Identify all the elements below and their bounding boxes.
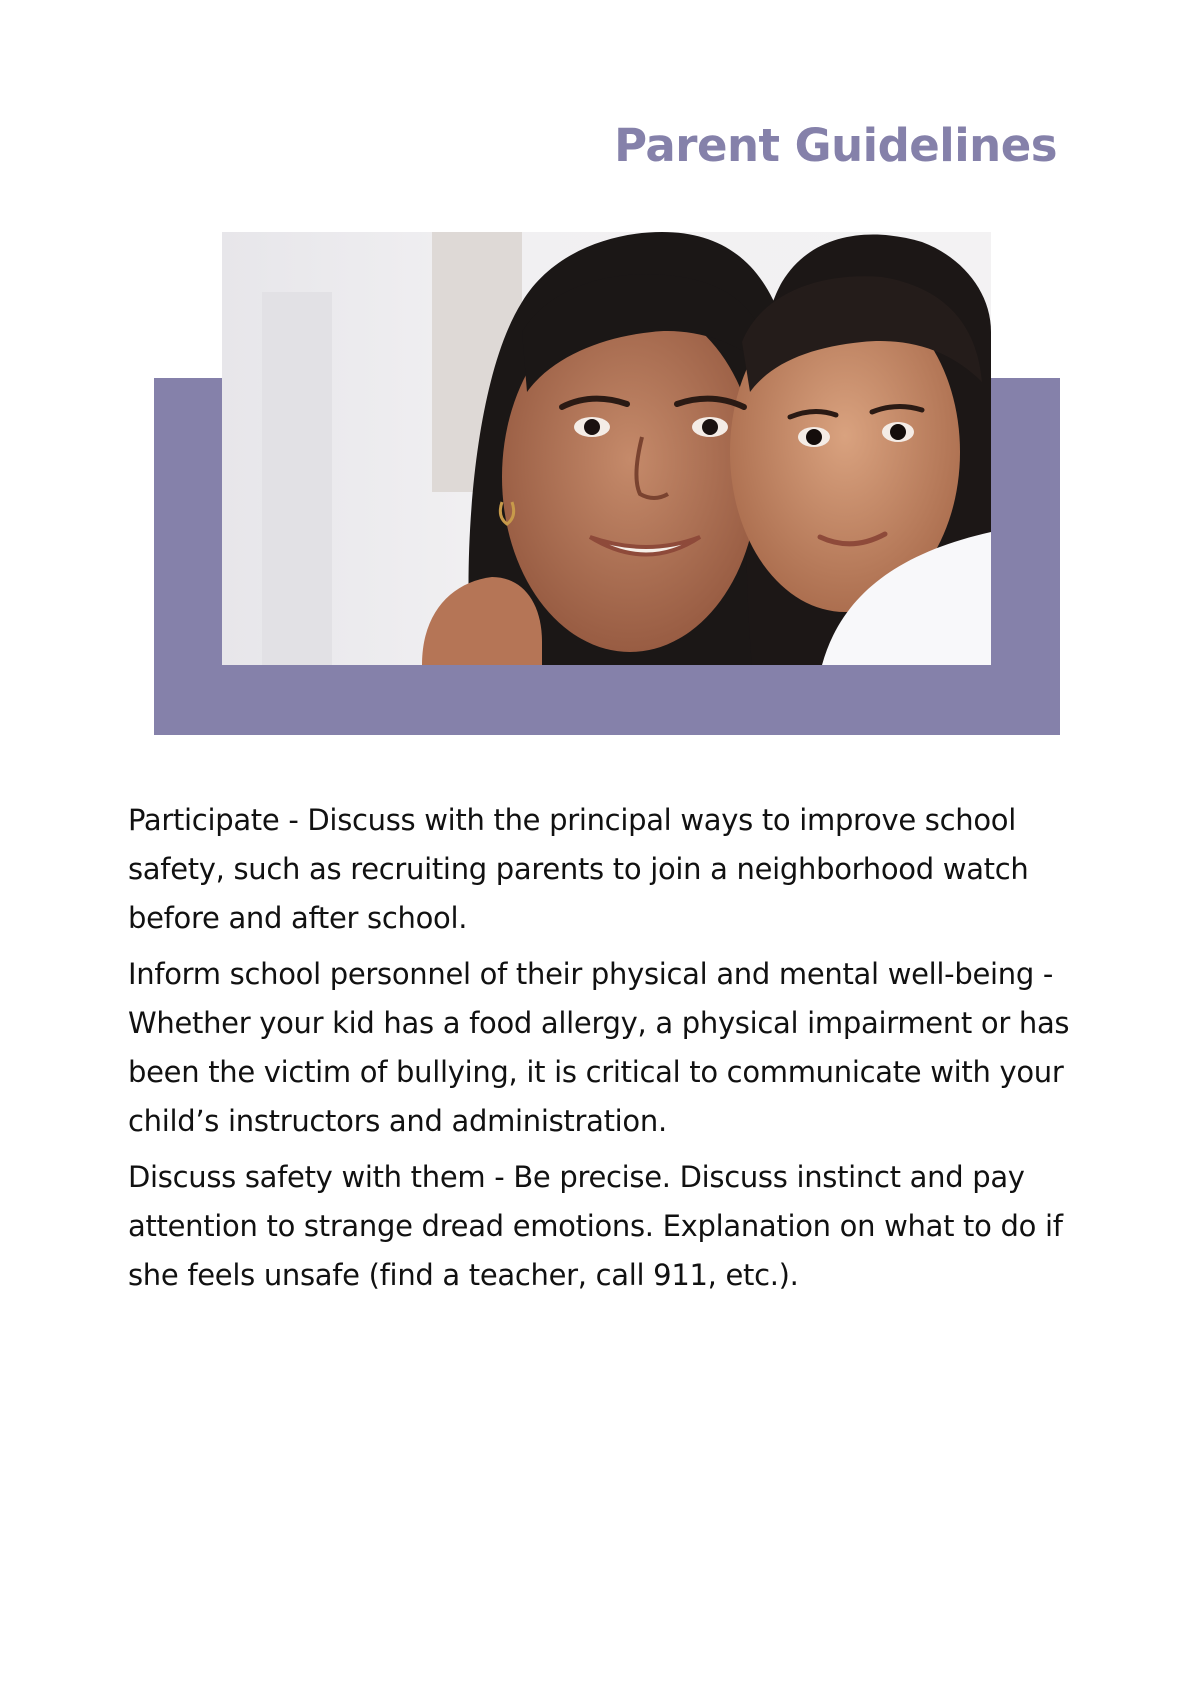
guideline-inform-personnel: Inform school personnel of their physical and mental well-being - Whether your kid has a food allergy, a physical impairment or has been the victim of bullying, it is critical to communicate with your child’s instructors and administration. <box>128 957 1070 1138</box>
mother-daughter-photo <box>222 232 991 665</box>
page-title: Parent Guidelines <box>614 119 1057 172</box>
guideline-discuss-safety: Discuss safety with them - Be precise. Discuss instinct and pay attention to strange dread emotions. Explanation on what to do if she feels unsafe (find a teacher, call 911, etc.). <box>128 1160 1063 1292</box>
guidelines-list <box>128 796 1118 1307</box>
guideline-participate: Participate - Discuss with the principal ways to improve school safety, such as recruiting parents to join a neighborhood watch before and after school. <box>128 803 1029 935</box>
